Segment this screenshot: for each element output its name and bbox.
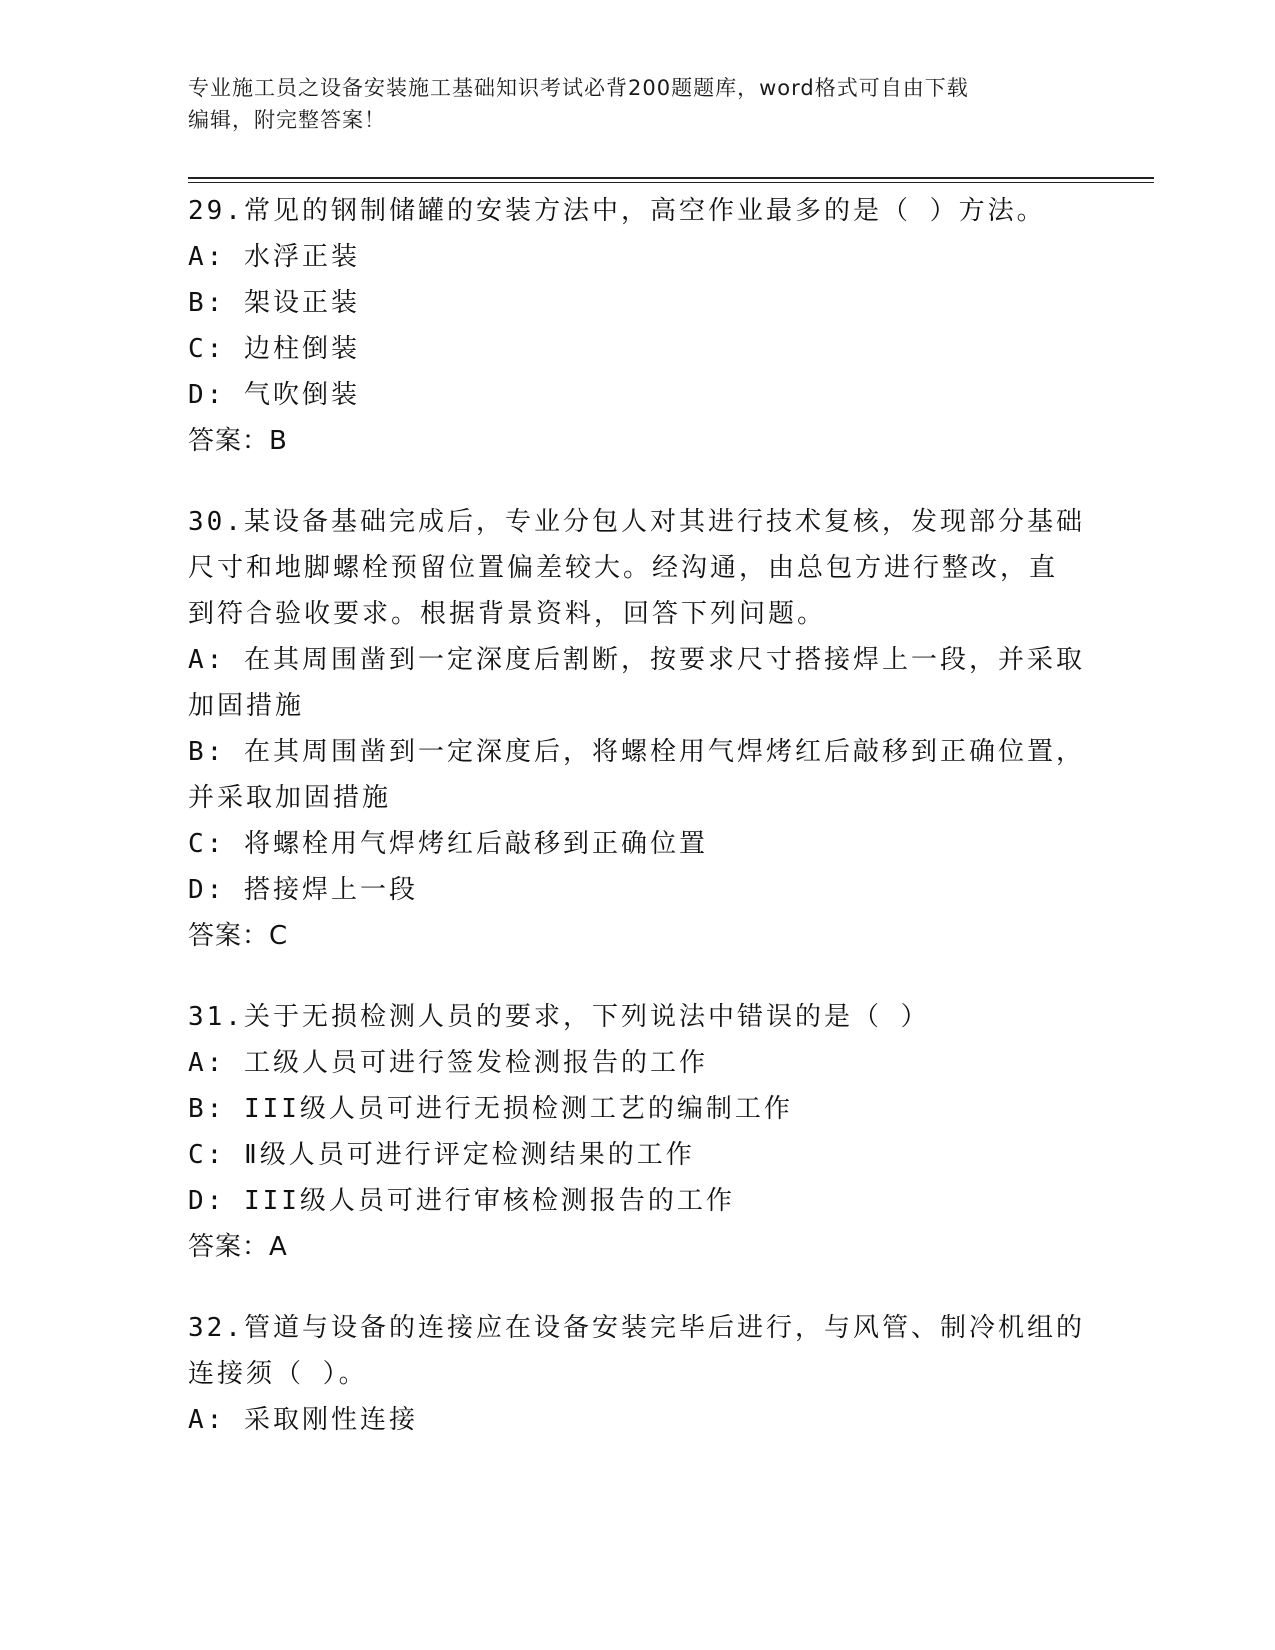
question-stem: 30.某设备基础完成后，专业分包人对其进行技术复核，发现部分基础 (188, 507, 1085, 537)
header-divider-thick (188, 177, 1154, 179)
option-c: C: Ⅱ级人员可进行评定检测结果的工作 (188, 1140, 695, 1170)
question-stem: 连接须（ ）。 (188, 1359, 368, 1389)
question-stem: 32.管道与设备的连接应在设备安装完毕后进行，与风管、制冷机组的 (188, 1313, 1085, 1343)
question-31 (188, 994, 1088, 1270)
option-b: B: III级人员可进行无损检测工艺的编制工作 (188, 1094, 793, 1124)
option-a: A: 在其周围凿到一定深度后割断，按要求尺寸搭接焊上一段，并采取 (188, 645, 1085, 675)
question-stem: 到符合验收要求。根据背景资料，回答下列问题。 (188, 599, 827, 629)
answer-line: 答案：C (188, 921, 289, 951)
header-line-1: 专业施工员之设备安装施工基础知识考试必背200题题库，word格式可自由下载 (188, 76, 969, 100)
question-stem: 29.常见的钢制储罐的安装方法中，高空作业最多的是（ ）方法。 (188, 196, 1046, 226)
question-stem: 尺寸和地脚螺栓预留位置偏差较大。经沟通，由总包方进行整改，直 (188, 553, 1059, 583)
question-32 (188, 1305, 1088, 1443)
header-divider-thin (188, 182, 1154, 183)
option-a: A: 工级人员可进行签发检测报告的工作 (188, 1048, 708, 1078)
option-d: D: 搭接焊上一段 (188, 875, 418, 905)
answer-line: 答案：B (188, 426, 288, 456)
option-d: D: III级人员可进行审核检测报告的工作 (188, 1186, 735, 1216)
option-b: B: 架设正装 (188, 288, 360, 318)
question-stem: 31.关于无损检测人员的要求，下列说法中错误的是（ ） (188, 1002, 930, 1032)
document-header (188, 72, 1068, 136)
option-b: B: 在其周围凿到一定深度后，将螺栓用气焊烤红后敲移到正确位置， (188, 737, 1085, 767)
question-29 (188, 188, 1088, 464)
option-c: C: 边柱倒装 (188, 334, 360, 364)
question-list (188, 188, 1088, 1478)
option-d: D: 气吹倒装 (188, 380, 360, 410)
question-30 (188, 499, 1088, 959)
answer-line: 答案：A (188, 1232, 288, 1262)
option-c: C: 将螺栓用气焊烤红后敲移到正确位置 (188, 829, 708, 859)
option-b-cont: 并采取加固措施 (188, 783, 392, 813)
header-line-2: 编辑，附完整答案！ (188, 108, 386, 132)
option-a: A: 水浮正装 (188, 242, 360, 272)
option-a: A: 采取刚性连接 (188, 1405, 418, 1435)
option-a-cont: 加固措施 (188, 691, 305, 721)
